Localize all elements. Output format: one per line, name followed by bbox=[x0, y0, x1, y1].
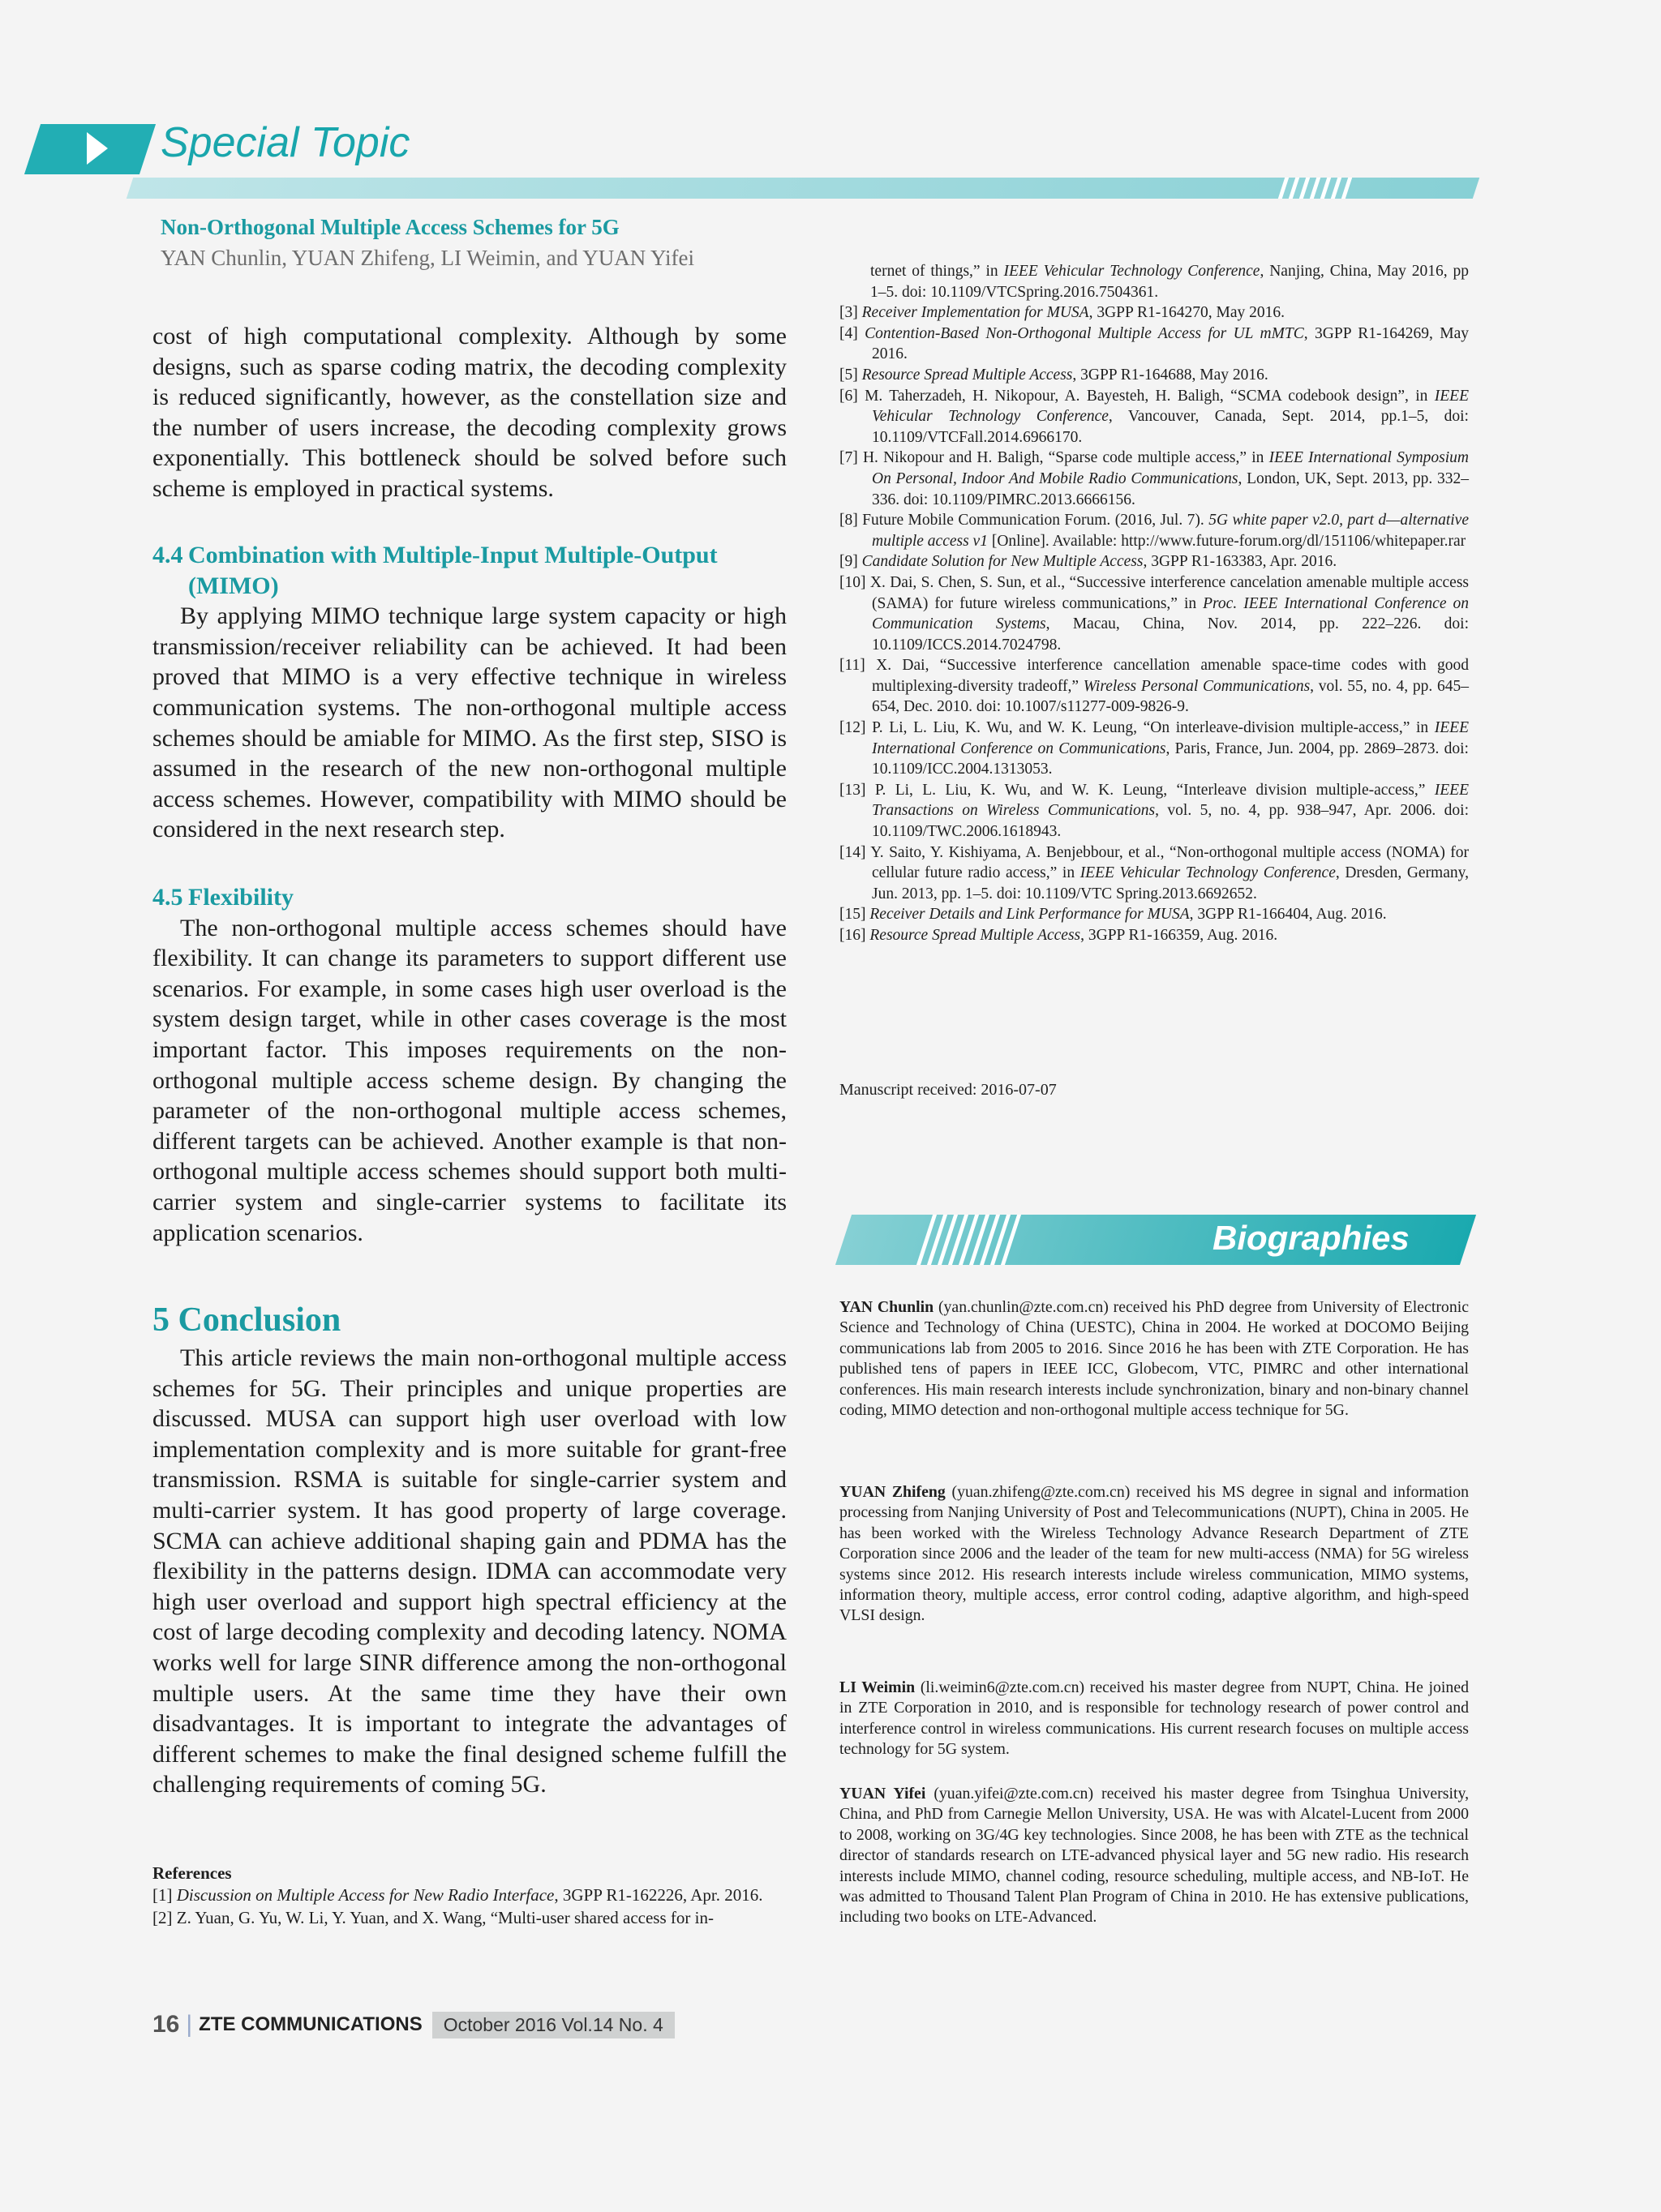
issue-label: October 2016 Vol.14 No. 4 bbox=[432, 2012, 675, 2038]
bio-3-name: LI Weimin bbox=[839, 1678, 916, 1696]
reference-3: [3] Receiver Implementation for MUSA, 3GPP R1-164270, May 2016. bbox=[839, 304, 1285, 322]
section-4-4-heading bbox=[152, 540, 787, 571]
biographies-stripes bbox=[925, 1215, 1030, 1265]
section-4-4-title-line1: Combination with Multiple-Input Multiple-Output bbox=[188, 542, 718, 568]
reference-1: [1] Discussion on Multiple Access for New Radio Interface, 3GPP R1-162226, Apr. 2016. bbox=[152, 1885, 763, 1905]
section-4-5-title: Flexibility bbox=[188, 884, 294, 911]
reference-4: [4] Contention-Based Non-Orthogonal Multiple Access for UL mMTC, 3GPP R1-164269, May 2016. bbox=[839, 324, 1470, 363]
biography-2 bbox=[839, 1482, 1469, 1627]
bio-4-text: (yuan.yifei@zte.com.cn) received his master degree from Tsinghua University, China, and PhD from Carnegie Mellon University, USA. He was with Alcatel-Lucent from 2000 to 2008, working on 3G/4G key technologies. Since 2008, he has been with ZTE as the technical director of standards research on LTE-advanced physical layer and 5G new radio. His research interests include MIMO, channel coding, resource scheduling, multiple access, and NB-IoT. He was admitted to Thousand Talent Plan Program of China in 2010. He has extensive publications, including two books on LTE-Advanced. bbox=[839, 1785, 1470, 1927]
reference-11: [11] X. Dai, “Successive interference cancellation amenable space-time codes with good multiplexing-diversity tradeoff,” Wireless Personal Communications, vol. 55, no. 4, pp. 645–654, Dec. 2010. doi: 10.1007/s11277-009-9826-9. bbox=[839, 657, 1469, 716]
biography-1 bbox=[839, 1297, 1469, 1421]
section-4-4-number: 4.4 bbox=[152, 542, 183, 568]
play-arrow-icon bbox=[87, 132, 108, 165]
section-4-4-title-line2: (MIMO) bbox=[188, 572, 279, 599]
bio-2-text: (yuan.zhifeng@zte.com.cn) received his MS degree in signal and information processing from Nanjing University of Post and Telecommunications (NUPT), China in 2005. He has been worked with the Wireless Technology Advance Research Department of ZTE Corporation since 2006 and the leader of the team for new multi-access (NMA) for 5G wireless systems since 2012. His research interests include wireless communication, MIMO systems, information theory, multiple access, error control coding, adaptive algorithm, and high-speed VLSI design. bbox=[839, 1483, 1469, 1625]
header-stripes bbox=[1281, 178, 1371, 199]
reference-16: [16] Resource Spread Multiple Access, 3GPP R1-166359, Aug. 2016. bbox=[839, 927, 1278, 944]
reference-7: [7] H. Nikopour and H. Baligh, “Sparse code multiple access,” in IEEE International Symposium On Personal, Indoor And Mobile Radio Communications, London, UK, Sept. 2013, pp. 332–336. doi: 10.1109/PIMRC.2013.6666156. bbox=[839, 449, 1469, 508]
reference-15: [15] Receiver Details and Link Performance for MUSA, 3GPP R1-166404, Aug. 2016. bbox=[839, 906, 1387, 924]
manuscript-received: Manuscript received: 2016-07-07 bbox=[839, 1081, 1057, 1099]
reference-14: [14] Y. Saito, Y. Kishiyama, A. Benjebbour, et al., “Non-orthogonal multiple access (NOMA) for cellular future radio access,” in IEEE Vehicular Technology Conference, Dresden, Germany, Jun. 2013, pp. 1–5. doi: 10.1109/VTC Spring.2013.6692652. bbox=[839, 843, 1469, 902]
references-left bbox=[152, 1863, 787, 1929]
bio-1-text: (yan.chunlin@zte.com.cn) received his PhD degree from University of Electronic Science and Technology of China (UESTC), China in 2004. He worked at DOCOMO Beijing communications lab from 2005 to 2016. Since 2016 he has been with ZTE Corporation. He has published tens of papers in IEEE ICC, Globecom, VTC, PIMRC and other international conferences. His main research interests include synchronization, binary and non-binary channel coding, MIMO detection and non-orthogonal multiple access technique for 5G. bbox=[839, 1298, 1469, 1420]
reference-10: [10] X. Dai, S. Chen, S. Sun, et al., “Successive interference cancelation amenable multiple access (SAMA) for future wireless communications,” in Proc. IEEE International Conference on Communication Systems, Macau, China, Nov. 2014, pp. 222–226. doi: 10.1109/ICCS.2014.7024798. bbox=[839, 573, 1469, 654]
section-4-5-number: 4.5 bbox=[152, 884, 183, 911]
biography-3 bbox=[839, 1678, 1469, 1760]
references-right bbox=[839, 261, 1469, 946]
reference-2-continued: ternet of things,” in IEEE Vehicular Technology Conference, Nanjing, China, May 2016, pp 1–5. doi: 10.1109/VTCSpring.2016.7504361. bbox=[870, 263, 1469, 301]
section-4-5-heading bbox=[152, 882, 787, 913]
bio-4-name: YUAN Yifei bbox=[839, 1785, 926, 1803]
header-bar bbox=[127, 178, 1479, 199]
biographies-heading: Biographies bbox=[1212, 1219, 1410, 1257]
intro-paragraph-block bbox=[152, 321, 787, 504]
conclusion-heading: 5 Conclusion bbox=[152, 1301, 341, 1339]
biography-4 bbox=[839, 1784, 1469, 1928]
section-4-5 bbox=[152, 882, 787, 1248]
reference-12: [12] P. Li, L. Liu, K. Wu, and W. K. Leung, “On interleave-division multiple-access,” in IEEE International Conference on Communications, Paris, France, Jun. 2004, pp. 2869–2873. doi: 10.1109/ICC.2004.1313053. bbox=[839, 719, 1469, 778]
page-number: 16 bbox=[152, 2011, 180, 2038]
bio-2-name: YUAN Zhifeng bbox=[839, 1483, 946, 1501]
footer-separator: | bbox=[186, 2011, 193, 2038]
section-4-4-paragraph: By applying MIMO technique large system capacity or high transmission/receiver reliability can be achieved. It had been proved that MIMO is a very effective technique in wireless communication systems. The non-orthogonal multiple access schemes should be amiable for MIMO. As the first step, SISO is assumed in the research of the new non-orthogonal multiple access schemes. However, compatibility with MIMO should be considered in the next research step. bbox=[152, 602, 787, 843]
reference-9: [9] Candidate Solution for New Multiple Access, 3GPP R1-163383, Apr. 2016. bbox=[839, 553, 1337, 571]
section-label: Special Topic bbox=[161, 119, 410, 166]
reference-5: [5] Resource Spread Multiple Access, 3GPP R1-164688, May 2016. bbox=[839, 366, 1268, 384]
intro-paragraph: cost of high computational complexity. Although by some designs, such as sparse coding matrix, the decoding complexity is reduced significantly, however, as the constellation size and the number of users increase, the decoding complexity grows exponentially. This bottleneck should be solved before such scheme is employed in practical systems. bbox=[152, 323, 787, 502]
section-4-4 bbox=[152, 540, 787, 845]
section-5 bbox=[152, 1301, 787, 1800]
bio-3-text: (li.weimin6@zte.com.cn) received his master degree from NUPT, China. He joined in ZTE Corporation in 2010, and is responsible for technology research of power control and interference control in wireless communications. His current research focuses on multiple access technology for 5G system. bbox=[839, 1678, 1469, 1759]
section-4-5-paragraph: The non-orthogonal multiple access schemes should have flexibility. It can change its parameters to support different use scenarios. For example, in some cases high user overload is the system design target, while in other cases coverage is the most important factor. This imposes requirements on the non-orthogonal multiple access scheme design. By changing the parameter of the non-orthogonal multiple access schemes, different targets can be achieved. Another example is that non-orthogonal multiple access schemes should support both multi-carrier system and single-carrier systems to facilitate its application scenarios. bbox=[152, 914, 787, 1246]
reference-8: [8] Future Mobile Communication Forum. (2016, Jul. 7). 5G white paper v2.0, part d—alternative multiple access v1 [Online]. Available: http://www.future-forum.org/dl/151106/whitepaper.rar bbox=[839, 512, 1469, 550]
page-footer bbox=[152, 2011, 675, 2038]
reference-13: [13] P. Li, L. Liu, K. Wu, and W. K. Leung, “Interleave division multiple-access,” IEEE Transactions on Wireless Communications, vol. 5, no. 4, pp. 938–947, Apr. 2006. doi: 10.1109/TWC.2006.1618943. bbox=[839, 781, 1469, 841]
bio-1-name: YAN Chunlin bbox=[839, 1298, 934, 1316]
reference-2: [2] Z. Yuan, G. Yu, W. Li, Y. Yuan, and X. Wang, “Multi-user shared access for in- bbox=[152, 1908, 714, 1927]
references-heading: References bbox=[152, 1863, 232, 1883]
article-authors: YAN Chunlin, YUAN Zhifeng, LI Weimin, and YUAN Yifei bbox=[161, 246, 694, 270]
conclusion-paragraph: This article reviews the main non-orthogonal multiple access schemes for 5G. Their principles and unique properties are discussed. MUSA can support high user overload with low implementation complexity and is more suitable for grant-free transmission. RSMA is suitable for single-carrier system and multi-carrier system. It has good property of large coverage. SCMA can achieve additional shaping gain and PDMA has the flexibility in the patterns design. IDMA can accommodate very high user overload and support high spectral efficiency at the cost of large decoding complexity and decoding latency. NOMA works well for large SINR difference among the non-orthogonal multiple users. At the same time they have their own disadvantages. It is important to integrate the advantages of different schemes to make the final designed scheme fulfill the challenging requirements of coming 5G. bbox=[152, 1344, 787, 1798]
article-title: Non-Orthogonal Multiple Access Schemes for 5G bbox=[161, 215, 620, 239]
reference-6: [6] M. Taherzadeh, H. Nikopour, A. Bayesteh, H. Baligh, “SCMA codebook design”, in IEEE Vehicular Technology Conference, Vancouver, Canada, Sept. 2014, pp.1–5, doi: 10.1109/VTCFall.2014.6966170. bbox=[839, 387, 1469, 446]
journal-name: ZTE COMMUNICATIONS bbox=[199, 2013, 423, 2035]
